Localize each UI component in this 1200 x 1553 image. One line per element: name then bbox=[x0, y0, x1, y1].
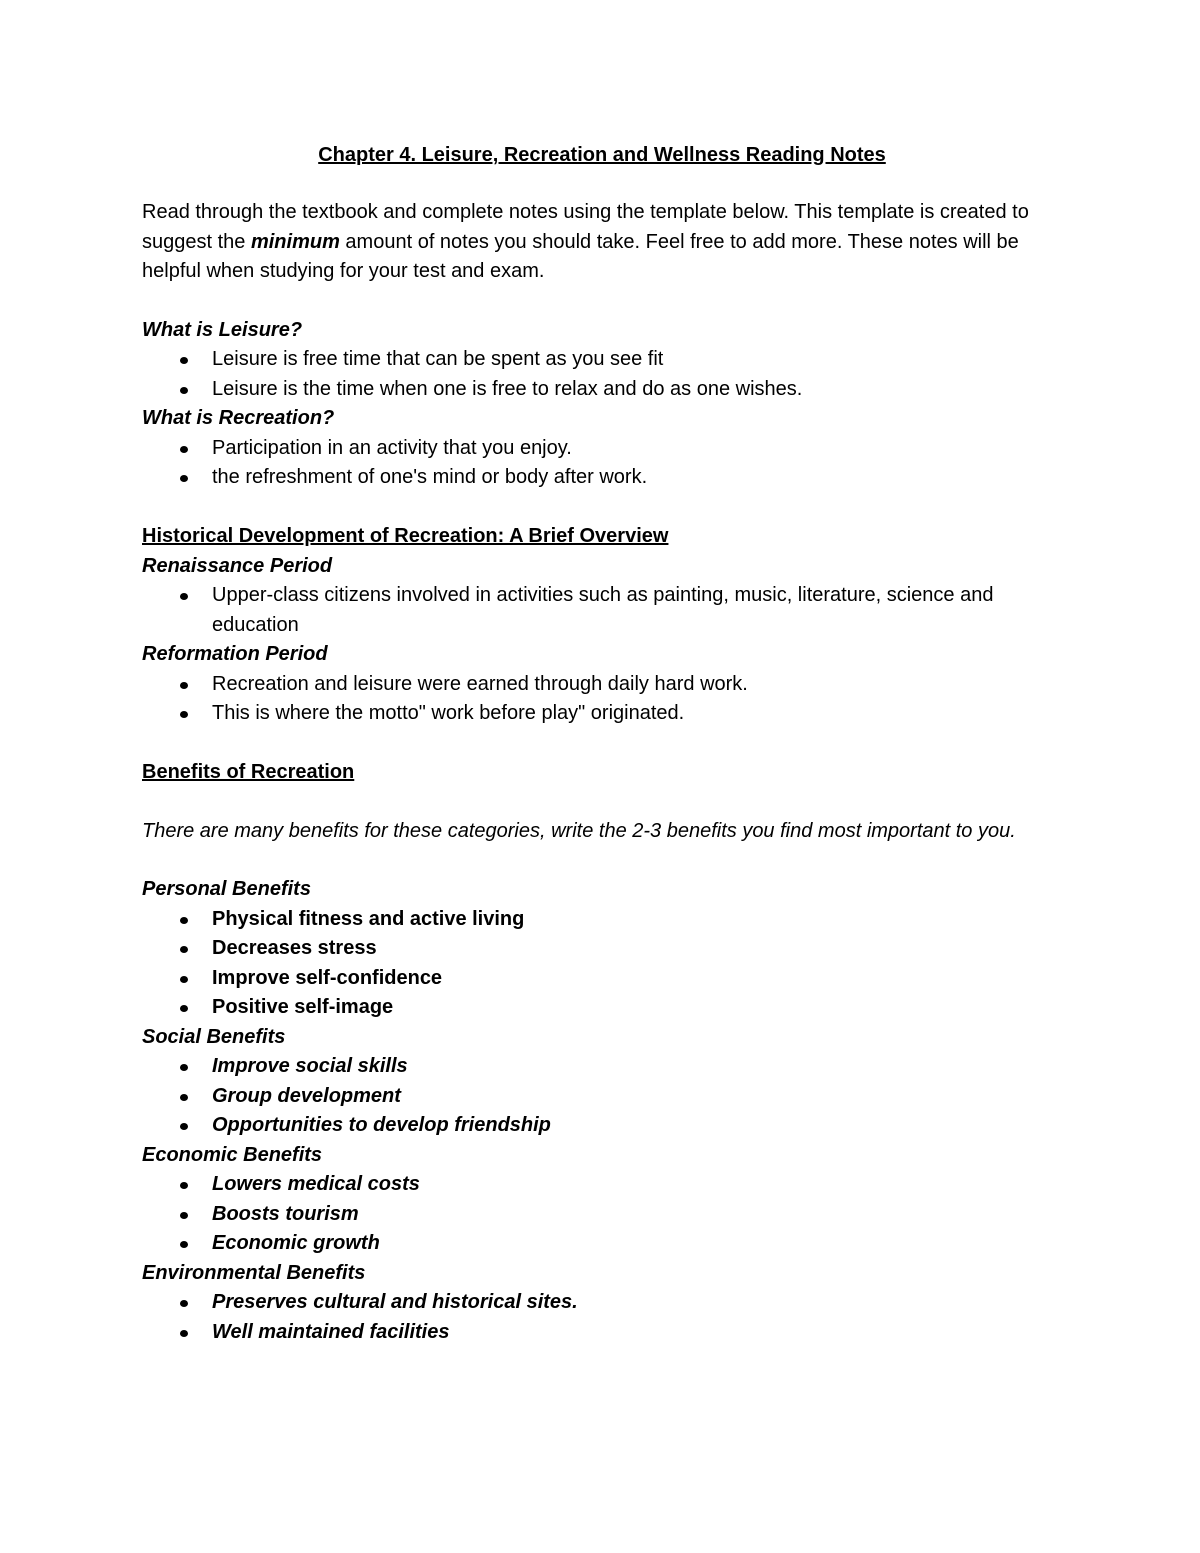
list-item: Preserves cultural and historical sites. bbox=[142, 1288, 1062, 1318]
list-item: Improve social skills bbox=[142, 1052, 1062, 1082]
recreation-list bbox=[142, 434, 1062, 493]
list-item: Physical fitness and active living bbox=[142, 905, 1062, 935]
list-item: Recreation and leisure were earned through daily hard work. bbox=[142, 670, 1062, 700]
environmental-benefits-list bbox=[142, 1288, 1062, 1347]
list-item: Upper-class citizens involved in activities such as painting, music, literature, science and education bbox=[142, 581, 1062, 640]
list-item: the refreshment of one's mind or body after work. bbox=[142, 463, 1062, 493]
list-item: Opportunities to develop friendship bbox=[142, 1111, 1062, 1141]
list-item: Leisure is the time when one is free to relax and do as one wishes. bbox=[142, 375, 1062, 405]
intro-emphasis: minimum bbox=[250, 230, 340, 253]
economic-benefits-heading: Economic Benefits bbox=[142, 1143, 323, 1166]
social-benefits-heading: Social Benefits bbox=[142, 1025, 286, 1048]
page-title: Chapter 4. Leisure, Recreation and Wellness Reading Notes bbox=[318, 144, 886, 166]
list-item: Positive self-image bbox=[142, 993, 1062, 1023]
list-item: Boosts tourism bbox=[142, 1200, 1062, 1230]
renaissance-heading: Renaissance Period bbox=[142, 554, 333, 577]
spacer bbox=[142, 729, 1062, 759]
list-item: Lowers medical costs bbox=[142, 1170, 1062, 1200]
history-heading: Historical Development of Recreation: A Brief Overview bbox=[142, 525, 669, 547]
leisure-heading: What is Leisure? bbox=[142, 318, 303, 341]
list-item: Decreases stress bbox=[142, 934, 1062, 964]
intro-paragraph bbox=[142, 198, 1062, 287]
list-item: Leisure is free time that can be spent as you see fit bbox=[142, 345, 1062, 375]
economic-benefits-list bbox=[142, 1170, 1062, 1259]
spacer bbox=[142, 493, 1062, 523]
personal-benefits-list bbox=[142, 905, 1062, 1023]
recreation-heading: What is Recreation? bbox=[142, 407, 335, 429]
reformation-heading: Reformation Period bbox=[142, 643, 328, 665]
social-benefits-list bbox=[142, 1052, 1062, 1141]
list-item: Group development bbox=[142, 1082, 1062, 1112]
renaissance-list bbox=[142, 581, 1062, 640]
reformation-list bbox=[142, 670, 1062, 729]
list-item: Well maintained facilities bbox=[142, 1318, 1062, 1348]
list-item: This is where the motto" work before play" originated. bbox=[142, 699, 1062, 729]
benefits-instruction: There are many benefits for these categories, write the 2-3 benefits you find most important to you. bbox=[142, 819, 1016, 842]
document-page bbox=[142, 140, 1062, 1347]
intro-text-start: Read through the textbook and complete notes using the template below. This template is created to suggest the bbox=[142, 201, 1029, 253]
leisure-list bbox=[142, 345, 1062, 404]
intro-text-end: amount of notes you should take. Feel free to add more. These notes will be helpful when studying for your test and exam. bbox=[142, 230, 1019, 282]
list-item: Economic growth bbox=[142, 1229, 1062, 1259]
personal-benefits-heading: Personal Benefits bbox=[142, 878, 311, 900]
list-item: Improve self-confidence bbox=[142, 964, 1062, 994]
environmental-benefits-heading: Environmental Benefits bbox=[142, 1261, 366, 1284]
list-item: Participation in an activity that you enjoy. bbox=[142, 434, 1062, 464]
benefits-heading: Benefits of Recreation bbox=[142, 761, 355, 783]
